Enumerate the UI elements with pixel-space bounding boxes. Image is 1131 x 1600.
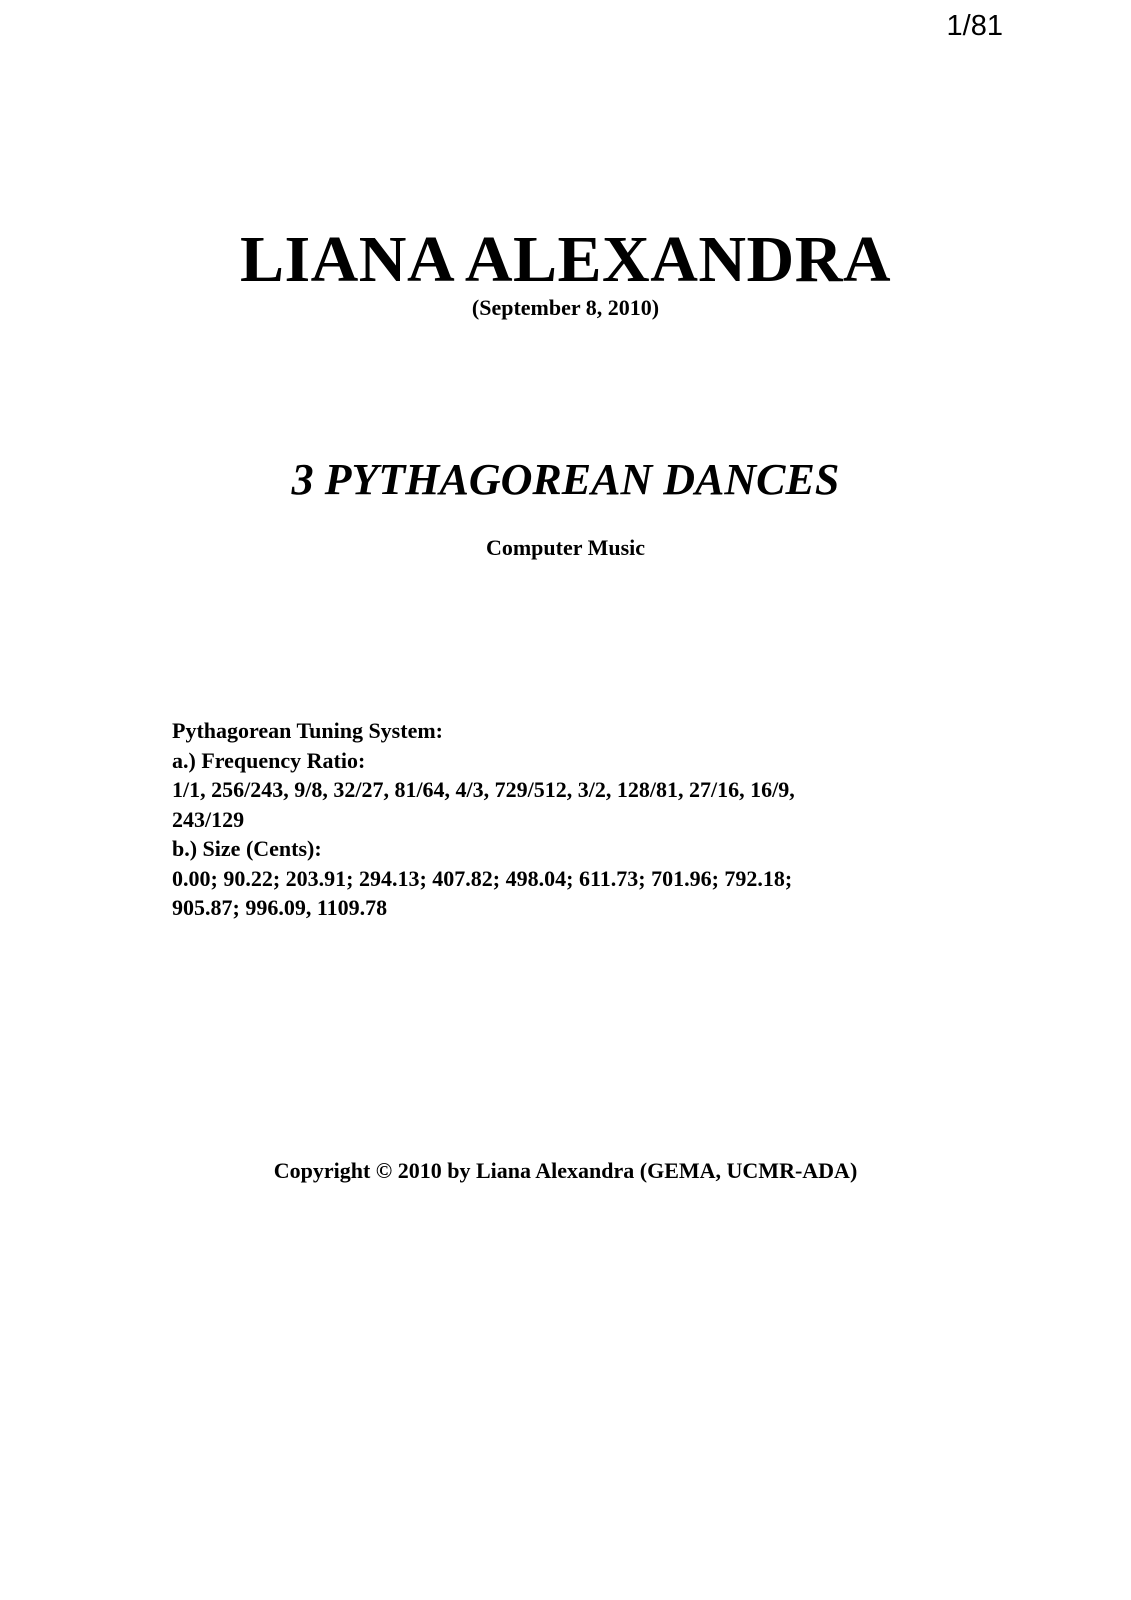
tuning-heading: Pythagorean Tuning System: <box>172 718 443 743</box>
composition-date: (September 8, 2010) <box>471 295 660 320</box>
genre-label: Computer Music <box>485 535 646 560</box>
frequency-ratio-label: a.) Frequency Ratio: <box>172 747 366 773</box>
size-cents-values-line-1: 0.00; 90.22; 203.91; 294.13; 407.82; 498.04; 611.73; 701.96; 792.18; <box>172 865 793 891</box>
size-cents-label: b.) Size (Cents): <box>172 836 322 861</box>
copyright-notice: Copyright © 2010 by Liana Alexandra (GEMA, UCMR-ADA) <box>273 1158 858 1183</box>
size-cents-values-line-2: 905.87; 996.09, 1109.78 <box>172 895 388 920</box>
frequency-ratio-values-line-2: 243/129 <box>172 806 245 832</box>
page-number: 1/81 <box>946 10 1003 42</box>
composer-name: LIANA ALEXANDRA <box>239 223 892 296</box>
work-title: 3 PYTHAGOREAN DANCES <box>291 455 840 504</box>
tuning-system-block <box>172 716 952 923</box>
frequency-ratio-values-line-1: 1/1, 256/243, 9/8, 32/27, 81/64, 4/3, 729/512, 3/2, 128/81, 27/16, 16/9, <box>172 777 795 802</box>
